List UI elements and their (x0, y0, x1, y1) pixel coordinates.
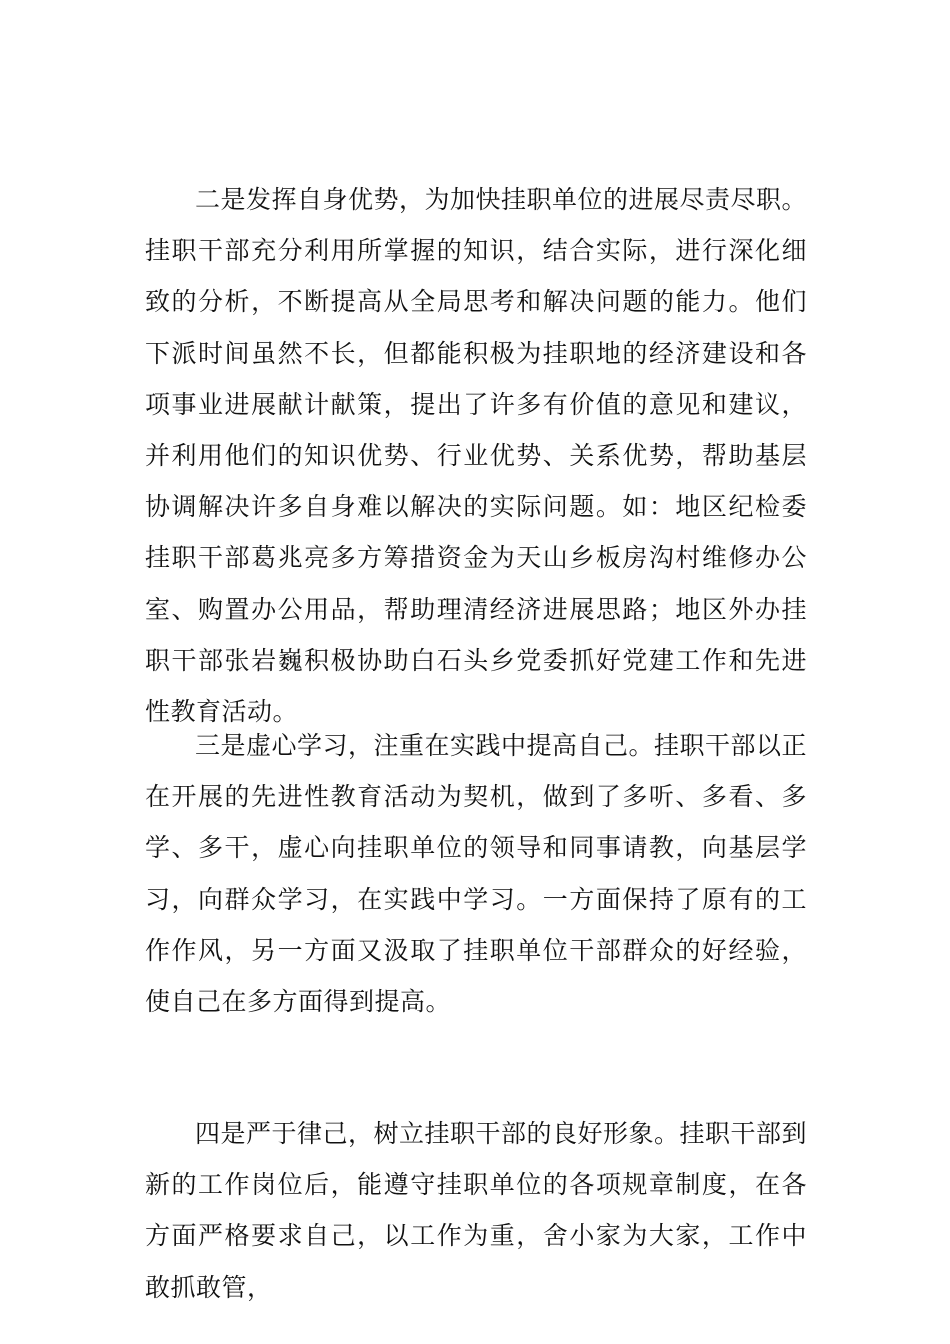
paragraph-second-point (145, 174, 807, 737)
paragraph-text: 三是虚心学习，注重在实践中提高自己。挂职干部以正在开展的先进性教育活动为契机，做到了多听、多看、多学、多干，虚心向挂职单位的领导和同事请教，向基层学习，向群众学习，在实践中学习。一方面保持了原有的工作作风，另一方面又汲取了挂职单位干部群众的好经验，使自己在多方面得到提高。 (145, 731, 808, 1017)
paragraph-text: 四是严于律己，树立挂职干部的良好形象。挂职干部到新的工作岗位后，能遵守挂职单位的各项规章制度，在各方面严格要求自己，以工作为重，舍小家为大家，工作中敢抓敢管， (145, 1119, 808, 1302)
paragraph-fourth-point (145, 1108, 807, 1313)
paragraph-text: 二是发挥自身优势，为加快挂职单位的进展尽责尽职。挂职干部充分利用所掌握的知识，结合实际，进行深化细致的分析，不断提高从全局思考和解决问题的能力。他们下派时间虽然不长，但都能积极为挂职地的经济建设和各项事业进展献计献策，提出了许多有价值的意见和建议，并利用他们的知识优势、行业优势、关系优势，帮助基层协调解决许多自身难以解决的实际问题。如：地区纪检委挂职干部葛兆亮多方筹措资金为天山乡板房沟村维修办公室、购置办公用品，帮助理清经济进展思路；地区外办挂职干部张岩巍积极协助白石头乡党委抓好党建工作和先进性教育活动。 (145, 185, 808, 727)
paragraph-third-point (145, 720, 807, 1027)
